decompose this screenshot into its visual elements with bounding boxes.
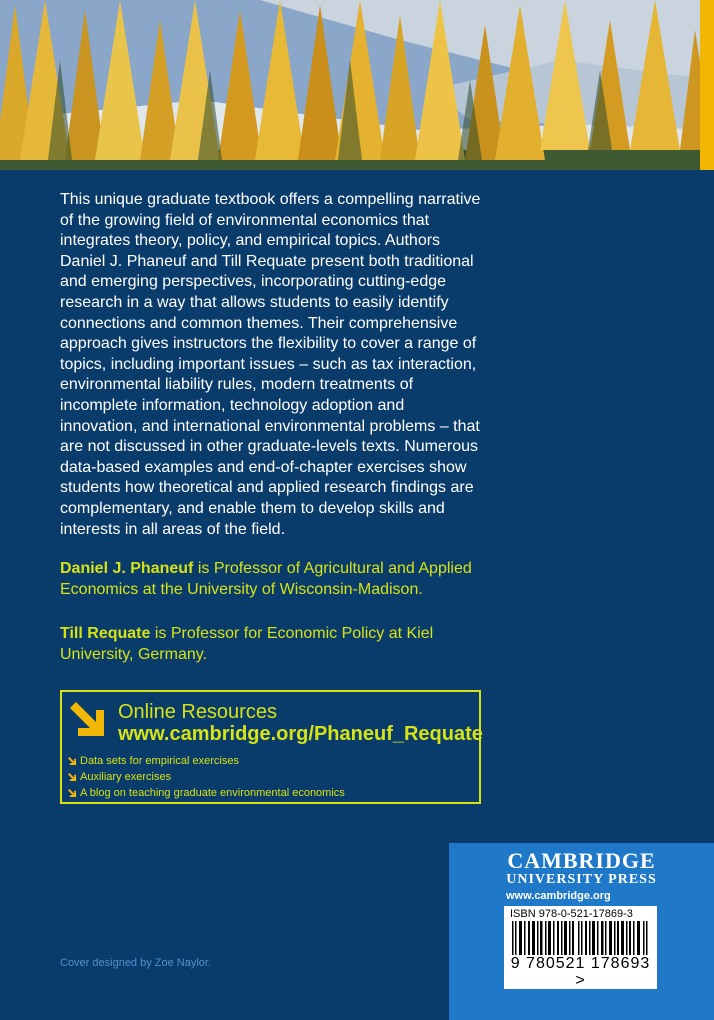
resource-item-label: Auxiliary exercises bbox=[80, 771, 172, 783]
publisher-panel bbox=[449, 843, 714, 1020]
barcode-digits: 9 780521 178693 > bbox=[504, 955, 657, 989]
list-item bbox=[68, 769, 345, 785]
author-bio bbox=[60, 623, 485, 665]
publisher-url[interactable]: www.cambridge.org bbox=[506, 890, 611, 902]
photo-edge-strip bbox=[700, 0, 714, 170]
list-item bbox=[68, 753, 345, 769]
resources-url[interactable]: www.cambridge.org/Phaneuf_Requate bbox=[118, 723, 483, 745]
resource-item-label: A blog on teaching graduate environmental economics bbox=[80, 787, 345, 799]
isbn-text: ISBN 978-0-521-17869-3 bbox=[510, 908, 633, 920]
barcode bbox=[504, 906, 657, 989]
publisher-logo: CAMBRIDGE bbox=[507, 848, 656, 873]
book-blurb: This unique graduate textbook offers a compelling narrative of the growing field of environmental economics that integrates theory, policy, and empirical topics. Authors Daniel J. Phaneuf and Till Requate present both traditional and emerging perspectives, incorporating cutting-edge research in a way that allows students to easily identify connections and common themes. Their comprehensive approach gives instructors the flexibility to cover a range of topics, including important issues – such as tax interaction, environmental liability rules, modern treatments of incomplete information, technology adoption and innovation, and international environmental problems – that are not discussed in other graduate-levels texts. Numerous data-based examples and end-of-chapter exercises show students how theoretical and applied research findings are complementary, and enable them to develop skills and interests in all areas of the field. bbox=[60, 191, 481, 538]
cover-photo bbox=[0, 0, 714, 170]
resources-title: Online Resources bbox=[118, 701, 277, 723]
author-name: Till Requate bbox=[60, 625, 151, 642]
resources-list bbox=[68, 753, 345, 801]
arrow-down-right-icon bbox=[68, 757, 77, 766]
author-bio-text: is Professor for Economic Policy at Kiel University, Germany. bbox=[60, 625, 434, 663]
author-name: Daniel J. Phaneuf bbox=[60, 560, 194, 577]
list-item bbox=[68, 785, 345, 801]
cover-credit: Cover designed by Zoe Naylor. bbox=[60, 957, 212, 969]
arrow-down-right-icon bbox=[68, 773, 77, 782]
online-resources-box bbox=[60, 690, 481, 804]
author-bio bbox=[60, 558, 485, 600]
arrow-down-right-icon bbox=[68, 789, 77, 798]
resource-item-label: Data sets for empirical exercises bbox=[80, 755, 239, 767]
larch-forest-illustration bbox=[0, 0, 714, 170]
author-bio-text: is Professor of Agricultural and Applied Economics at the University of Wisconsin-Madison. bbox=[60, 560, 472, 598]
publisher-press: UNIVERSITY PRESS bbox=[506, 872, 657, 887]
arrow-down-right-icon bbox=[70, 702, 108, 740]
